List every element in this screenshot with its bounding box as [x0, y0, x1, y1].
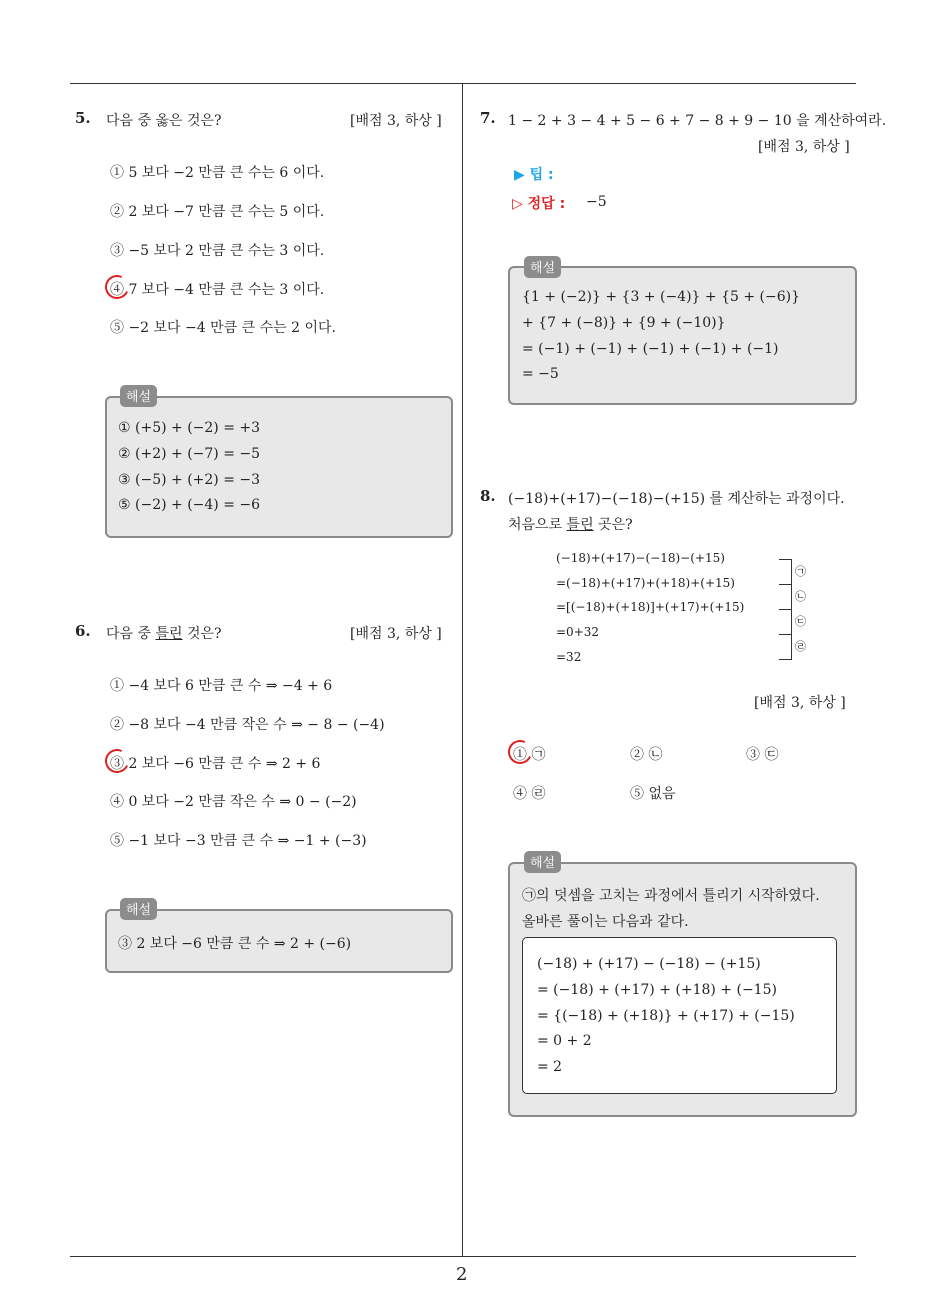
q7-tip-label: ▶ 팁 : [514, 167, 554, 183]
bottom-rule [70, 1256, 856, 1257]
q7-exp-line-1: {1 + (−2)} + {3 + (−4)} + {5 + (−6)} [522, 289, 801, 305]
q5-option-2[interactable]: ② 2 보다 −7 만큼 큰 수는 5 이다. [110, 204, 325, 220]
q6-option-3[interactable]: ③ 2 보다 −6 만큼 큰 수 ⇒ 2 + 6 [110, 756, 321, 772]
q8-option-1[interactable]: ① ㉠ [513, 747, 546, 763]
q8-bracket-4 [779, 634, 792, 660]
q6-option-4[interactable]: ④ 0 보다 −2 만큼 작은 수 ⇒ 0 − (−2) [110, 794, 357, 810]
q7-exp-line-2: + {7 + (−8)} + {9 + (−10)} [522, 315, 726, 331]
q6-exp-line-1: ③ 2 보다 −6 만큼 큰 수 ⇒ 2 + (−6) [118, 936, 352, 952]
q8-bracket-1 [779, 559, 792, 585]
q5-option-5[interactable]: ⑤ −2 보다 −4 만큼 큰 수는 2 이다. [110, 320, 336, 336]
q8-step-mark-3: ㉢ [795, 615, 806, 628]
q5-explanation-tag: 해설 [120, 385, 157, 407]
q8-solution-line-4: = 0 + 2 [537, 1033, 592, 1049]
q6-number: 6. [75, 622, 91, 640]
q5-exp-line-3: ③ (−5) + (+2) = −3 [118, 472, 261, 488]
q8-score: [배점 3, 하상 ] [754, 695, 846, 711]
q7-answer-label: ▷ 정답 : [512, 196, 566, 212]
q8-solution-line-1: (−18) + (+17) − (−18) − (+15) [537, 956, 761, 972]
q6-option-2[interactable]: ② −8 보다 −4 만큼 작은 수 ⇒ − 8 − (−4) [110, 717, 385, 733]
q7-exp-line-3: = (−1) + (−1) + (−1) + (−1) + (−1) [522, 341, 779, 357]
q7-exp-line-4: = −5 [522, 366, 559, 382]
q8-step-mark-2: ㉡ [795, 590, 806, 603]
q8-solution-line-2: = (−18) + (+17) + (+18) + (−15) [537, 982, 777, 998]
q8-process-line-3: =[(−18)+(+18)]+(+17)+(+15) [556, 600, 745, 614]
q8-solution-line-3: = {(−18) + (+18)} + (+17) + (−15) [537, 1008, 795, 1024]
q8-process-line-4: =0+32 [556, 625, 600, 639]
q8-process-line-5: =32 [556, 650, 582, 664]
q8-exp-line-1: ㉠의 덧셈을 고치는 과정에서 틀리기 시작하였다. [522, 888, 820, 904]
q6-option-5[interactable]: ⑤ −1 보다 −3 만큼 큰 수 ⇒ −1 + (−3) [110, 833, 367, 849]
q8-option-5[interactable]: ⑤ 없음 [630, 786, 676, 802]
q8-step-mark-1: ㉠ [795, 565, 806, 578]
q8-process-line-1: (−18)+(+17)−(−18)−(+15) [556, 551, 725, 565]
page-number: 2 [456, 1264, 468, 1285]
q5-exp-line-1: ① (+5) + (−2) = +3 [118, 420, 261, 436]
q5-exp-line-2: ② (+2) + (−7) = −5 [118, 446, 261, 462]
q5-score: [배점 3, 하상 ] [350, 113, 442, 129]
q8-text-line-2: 처음으로 틀린 곳은? [508, 517, 633, 533]
q6-option-1[interactable]: ① −4 보다 6 만큼 큰 수 ⇒ −4 + 6 [110, 678, 333, 694]
q8-option-3[interactable]: ③ ㉢ [746, 747, 779, 763]
q8-number: 8. [480, 487, 496, 505]
column-divider [462, 83, 463, 1257]
q7-number: 7. [480, 109, 496, 127]
q8-solution-line-5: = 2 [537, 1059, 563, 1075]
q8-process-line-2: =(−18)+(+17)+(+18)+(+15) [556, 576, 735, 590]
q7-text: 1 − 2 + 3 − 4 + 5 − 6 + 7 − 8 + 9 − 10 을 계산하여라. [508, 113, 887, 129]
q8-option-2[interactable]: ② ㉡ [630, 747, 663, 763]
q5-exp-line-4: ⑤ (−2) + (−4) = −6 [118, 497, 261, 513]
q8-option-4[interactable]: ④ ㉣ [513, 786, 546, 802]
top-rule [70, 83, 856, 84]
q8-bracket-3 [779, 609, 792, 635]
q5-text: 다음 중 옳은 것은? [106, 113, 222, 129]
q5-option-1[interactable]: ① 5 보다 −2 만큼 큰 수는 6 이다. [110, 165, 325, 181]
q5-option-4[interactable]: ④ 7 보다 −4 만큼 큰 수는 3 이다. [110, 282, 325, 298]
q6-explanation-tag: 해설 [120, 898, 157, 920]
q7-explanation-tag: 해설 [524, 256, 561, 278]
q8-text-line-1: (−18)+(+17)−(−18)−(+15) 를 계산하는 과정이다. [508, 491, 845, 507]
q5-explanation-box [105, 396, 453, 538]
q8-bracket-2 [779, 584, 792, 610]
q8-exp-line-2: 올바른 풀이는 다음과 같다. [522, 914, 689, 930]
q6-score: [배점 3, 하상 ] [350, 626, 442, 642]
q7-explanation-box [508, 266, 857, 405]
q8-explanation-tag: 해설 [524, 851, 561, 873]
q8-step-mark-4: ㉣ [795, 640, 806, 653]
q6-text: 다음 중 틀린 것은? [106, 626, 222, 642]
q7-answer-value: −5 [586, 194, 607, 210]
q5-number: 5. [75, 109, 91, 127]
q7-score: [배점 3, 하상 ] [758, 139, 850, 155]
q5-option-3[interactable]: ③ −5 보다 2 만큼 큰 수는 3 이다. [110, 243, 325, 259]
